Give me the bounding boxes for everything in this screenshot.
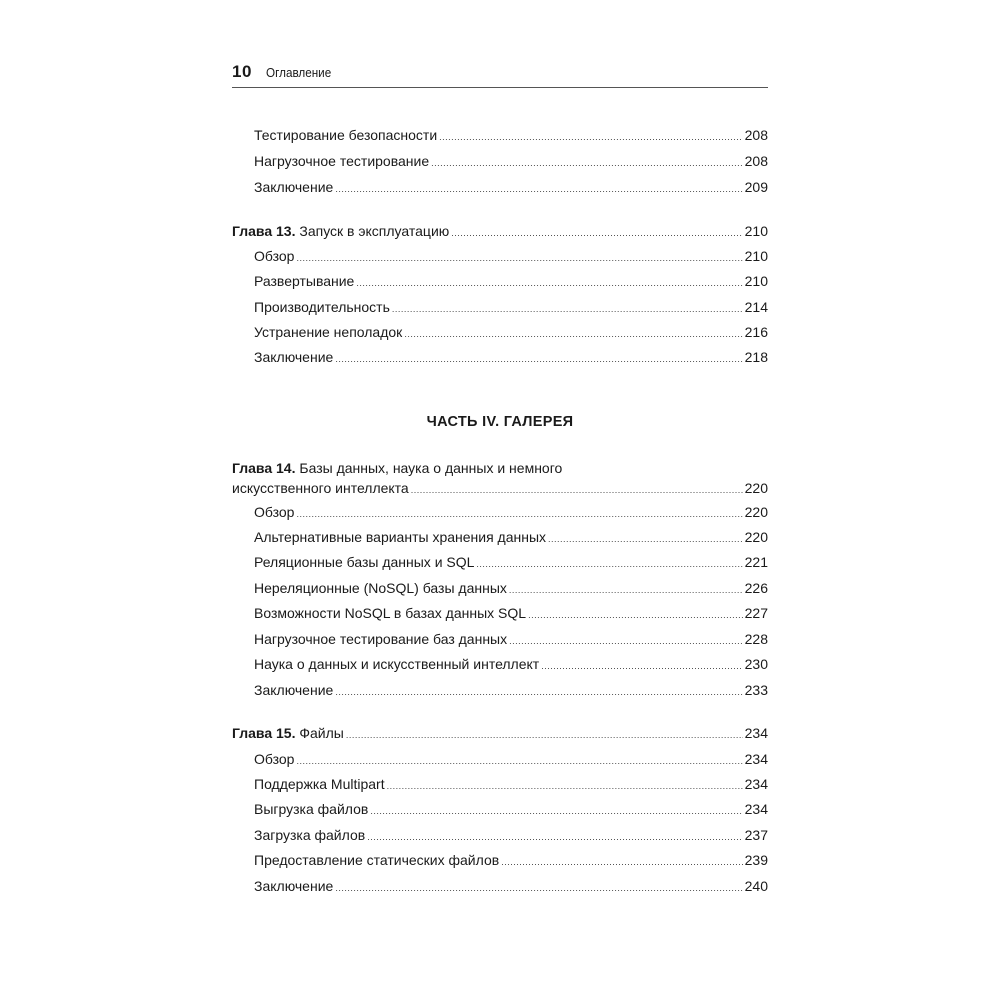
dot-leader	[392, 299, 743, 319]
toc-entry-page: 230	[744, 656, 768, 672]
dot-leader	[387, 776, 743, 796]
toc-entry-title: Нереляционные (NoSQL) базы данных	[254, 580, 507, 596]
toc-chapter-14-title-first-line[interactable]	[232, 458, 768, 478]
toc-entry[interactable]	[232, 629, 768, 649]
toc-entry-title: Заключение	[254, 349, 334, 365]
toc-entry[interactable]	[232, 177, 768, 197]
toc-entry-title: Наука о данных и искусственный интеллект	[254, 656, 540, 672]
dot-leader	[439, 127, 742, 147]
toc-entry-title: Поддержка Multipart	[254, 776, 385, 792]
dot-leader	[296, 504, 742, 524]
toc-entry-page: 228	[744, 631, 768, 647]
toc-entry-title: Выгрузка файлов	[254, 801, 369, 817]
dot-leader	[335, 878, 742, 898]
toc-entry-page: 208	[744, 127, 768, 143]
toc-entry[interactable]	[232, 246, 768, 266]
running-head-title: Оглавление	[265, 65, 332, 80]
toc-entry[interactable]	[232, 876, 768, 896]
toc-entry-page: 227	[744, 605, 768, 621]
toc-entry[interactable]	[232, 749, 768, 769]
dot-leader	[548, 529, 743, 549]
toc-entry-title: Загрузка файлов	[254, 827, 366, 843]
toc-entry-page: 221	[744, 554, 768, 570]
toc-entry-title: Устранение неполадок	[254, 324, 403, 340]
toc-entry[interactable]	[232, 322, 768, 342]
toc-entry-page: 210	[744, 248, 768, 264]
toc-entry[interactable]	[232, 850, 768, 870]
toc-entry-title: Реляционные базы данных и SQL	[254, 554, 475, 570]
dot-leader	[404, 324, 742, 344]
toc-entry-page: 208	[744, 153, 768, 169]
dot-leader	[541, 656, 742, 676]
toc-entry[interactable]	[232, 502, 768, 522]
toc-chapter-15[interactable]	[232, 723, 768, 743]
toc-chapter-page: 210	[744, 223, 768, 239]
toc-entry-title: Обзор	[254, 751, 295, 767]
chapter-label: Глава 15.	[232, 725, 296, 741]
toc-entry-page: 237	[744, 827, 768, 843]
toc-chapter-page: 234	[744, 725, 768, 741]
dot-leader	[476, 554, 742, 574]
toc-entry[interactable]	[232, 774, 768, 794]
toc-entry[interactable]	[232, 578, 768, 598]
page-number: 10	[232, 62, 252, 81]
toc-entry-title: Нагрузочное тестирование баз данных	[254, 631, 508, 647]
dot-leader	[509, 631, 743, 651]
dot-leader	[411, 480, 743, 500]
toc-entry-title: Заключение	[254, 682, 334, 698]
toc-chapter-13[interactable]	[232, 221, 768, 241]
chapter-title-line-2: искусственного интеллекта	[232, 480, 409, 496]
chapter-title-line-1: Базы данных, наука о данных и немного	[299, 460, 563, 476]
chapter-title: Запуск в эксплуатацию	[299, 223, 450, 239]
toc-entry-title: Заключение	[254, 878, 334, 894]
toc-chapter-title	[232, 723, 344, 743]
toc-entry-page: 220	[744, 504, 768, 520]
toc-entry-page: 234	[744, 751, 768, 767]
chapter-label: Глава 13.	[232, 223, 296, 239]
toc-entry-title: Развертывание	[254, 273, 355, 289]
toc-entry-title: Нагрузочное тестирование	[254, 153, 430, 169]
dot-leader	[367, 827, 742, 847]
toc-entry[interactable]	[232, 125, 768, 145]
toc-entry-title: Предоставление статических файлов	[254, 852, 500, 868]
toc-entry-page: 210	[744, 273, 768, 289]
dot-leader	[335, 179, 742, 199]
part-heading: ЧАСТЬ IV. ГАЛЕРЕЯ	[426, 414, 574, 430]
toc-entry-title: Производительность	[254, 299, 390, 315]
toc-entry-page: 216	[744, 324, 768, 340]
toc-entry-page: 234	[744, 801, 768, 817]
toc-entry-page: 226	[744, 580, 768, 596]
toc-entry[interactable]	[232, 151, 768, 171]
book-page	[232, 0, 768, 1000]
toc-entry[interactable]	[232, 297, 768, 317]
toc-entry-title: Тестирование безопасности	[254, 127, 438, 143]
toc-entry-page: 214	[744, 299, 768, 315]
toc-entry-page: 234	[744, 776, 768, 792]
toc-entry-page: 209	[744, 179, 768, 195]
dot-leader	[346, 725, 743, 745]
dot-leader	[528, 605, 743, 625]
chapter-label: Глава 14.	[232, 460, 296, 476]
toc-entry-page: 240	[744, 878, 768, 894]
toc-entry-title: Возможности NoSQL в базах данных SQL	[254, 605, 527, 621]
dot-leader	[431, 153, 743, 173]
toc-chapter-title	[232, 221, 449, 241]
toc-entry-page: 233	[744, 682, 768, 698]
toc-entry[interactable]	[232, 825, 768, 845]
dot-leader	[501, 852, 742, 872]
dot-leader	[296, 751, 742, 771]
dot-leader	[451, 223, 742, 243]
toc-chapter-page: 220	[744, 480, 768, 496]
dot-leader	[335, 349, 742, 369]
toc-chapter-14[interactable]	[232, 478, 768, 498]
header-rule	[232, 87, 768, 88]
dot-leader	[509, 580, 743, 600]
toc-entry[interactable]	[232, 552, 768, 572]
toc-entry[interactable]	[232, 799, 768, 819]
toc-entry[interactable]	[232, 347, 768, 367]
running-head	[232, 62, 768, 86]
chapter-title: Файлы	[299, 725, 344, 741]
toc-entry[interactable]	[232, 680, 768, 700]
toc-entry-title: Обзор	[254, 248, 295, 264]
toc-entry-page: 218	[744, 349, 768, 365]
toc-entry[interactable]	[232, 271, 768, 291]
toc-entry-page: 239	[744, 852, 768, 868]
toc-entry-title: Обзор	[254, 504, 295, 520]
dot-leader	[356, 273, 742, 293]
toc-entry[interactable]	[232, 603, 768, 623]
toc-entry[interactable]	[232, 527, 768, 547]
toc-entry-page: 220	[744, 529, 768, 545]
dot-leader	[296, 248, 742, 268]
toc-entry-title: Заключение	[254, 179, 334, 195]
toc-entry[interactable]	[232, 654, 768, 674]
dot-leader	[335, 682, 742, 702]
toc-entry-title: Альтернативные варианты хранения данных	[254, 529, 547, 545]
dot-leader	[370, 801, 742, 821]
